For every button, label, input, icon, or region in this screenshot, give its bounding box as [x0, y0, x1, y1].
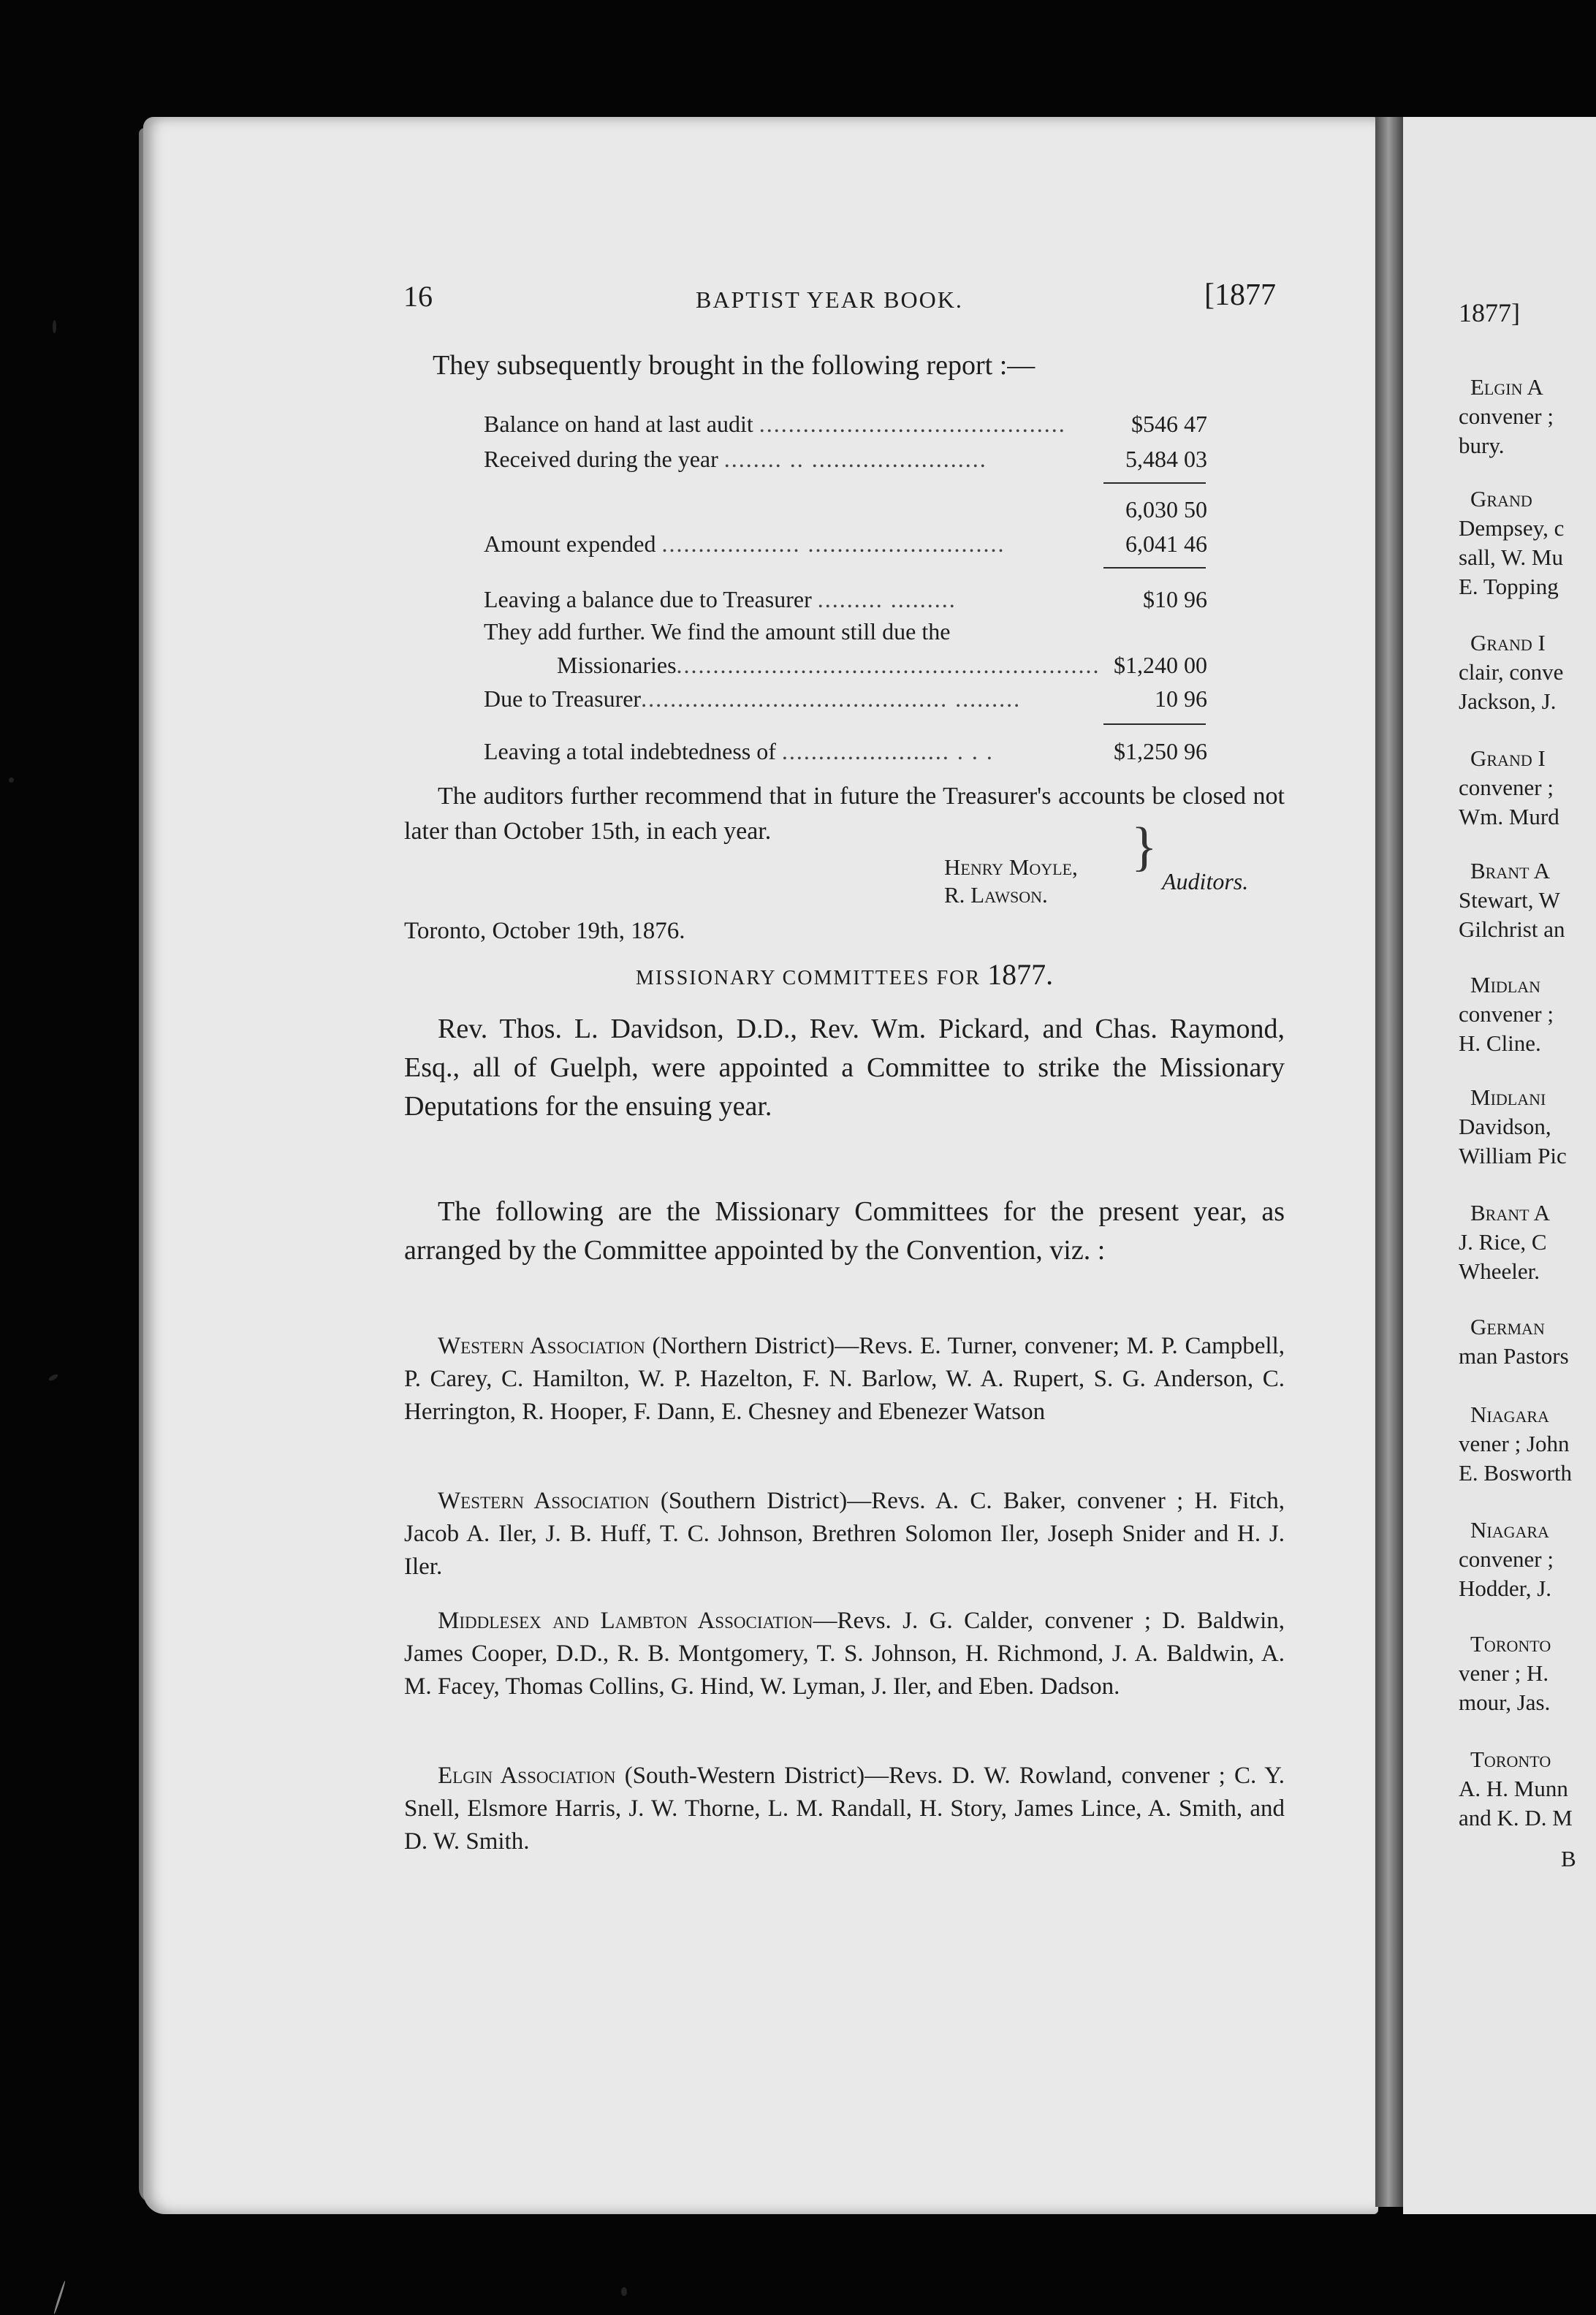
right-page-line: bury.: [1459, 433, 1505, 458]
right-page-line: Davidson,: [1459, 1114, 1551, 1139]
right-page-line: convener ;: [1459, 403, 1554, 429]
right-page-line: Hodder, J.: [1459, 1575, 1552, 1601]
sum-rule: [1103, 482, 1206, 484]
right-page-line: H. Cline.: [1459, 1030, 1541, 1056]
right-page-line: Wheeler.: [1459, 1258, 1540, 1284]
account-row: Leaving a balance due to Treasurer ......... ......... $10 96: [484, 583, 1207, 615]
right-page-line: Gilchrist an: [1459, 916, 1565, 942]
right-page-header: 1877]: [1459, 298, 1520, 327]
right-page-line: sall, W. Mu: [1459, 544, 1563, 570]
account-amount: $546 47: [1131, 411, 1207, 437]
right-page-line: convener ;: [1459, 1546, 1554, 1572]
committee-entry: Elgin Association (South-Western District)—Revs. D. W. Rowland, convener ; C. Y. Snell, Elsmore Harris, J. W. Thorne, L. M. Randall, H. Story, James Lince, A. Smith, and D. W. Smith.: [404, 1763, 1285, 1855]
right-page-line: Niagara: [1470, 1402, 1549, 1427]
scan-speck: [53, 320, 56, 333]
account-row: Received during the year ........ .. ........................ 5,484 03: [484, 443, 1207, 475]
account-label: Leaving a total indebtedness of: [484, 738, 776, 764]
account-amount: 10 96: [1155, 685, 1207, 712]
right-page-line: Elgin A: [1470, 374, 1543, 400]
right-page-line: mour, Jas.: [1459, 1689, 1551, 1715]
account-amount: $10 96: [1143, 586, 1207, 612]
report-intro: They subsequently brought in the following report :—: [433, 350, 1036, 381]
account-label: Missionaries: [557, 652, 677, 678]
appointment-paragraph: Rev. Thos. L. Davidson, D.D., Rev. Wm. Pickard, and Chas. Raymond, Esq., all of Guelph, were appointed a Committee to strike the Missionary Deputations for the ensuing year.: [404, 1014, 1285, 1122]
scan-speck: [621, 2287, 627, 2296]
auditors-brace: }: [1131, 817, 1158, 877]
account-row: Leaving a total indebtedness of ....................... . . . $1,250 96: [484, 735, 1207, 767]
scan-speck: [48, 1373, 58, 1382]
right-page-line: E. Topping: [1459, 574, 1559, 599]
auditors-role: Auditors.: [1162, 868, 1249, 894]
right-page-line: Toronto: [1470, 1746, 1551, 1772]
account-row: Amount expended ................... ........................... 6,041 46: [484, 528, 1207, 560]
account-label: Due to Treasurer: [484, 685, 642, 712]
section-heading: MISSIONARY COMMITTEES FOR 1877.: [635, 958, 1054, 991]
account-label: Balance on hand at last audit: [484, 411, 753, 437]
right-page-line: and K. D. M: [1459, 1805, 1573, 1831]
account-amount: $1,240 00: [1114, 652, 1207, 678]
committee-entry: Middlesex and Lambton Association—Revs. J. G. Calder, convener ; D. Baldwin, James Cooper, D.D., R. B. Montgomery, T. S. Johnson, H. Richmond, J. A. Baldwin, A. M. Facey, Thomas Collins, G. Hind, W. Lyman, J. Iler, and Eben. Dadson.: [404, 1608, 1285, 1700]
right-page-line: German: [1470, 1314, 1545, 1339]
right-page-line: Grand: [1470, 486, 1532, 512]
right-page-line: Stewart, W: [1459, 887, 1560, 913]
scan-speck: [9, 778, 14, 783]
account-amount: 6,030 50: [1125, 496, 1207, 522]
right-page-line: Midlan: [1470, 972, 1540, 997]
account-label: Amount expended: [484, 531, 656, 557]
right-page-line: Grand I: [1470, 745, 1546, 771]
right-page-line: Toronto: [1470, 1631, 1551, 1657]
auditor-name: Henry Moyle,: [944, 854, 1078, 880]
right-page-line: Niagara: [1470, 1517, 1549, 1543]
account-label: Received during the year: [484, 446, 718, 472]
right-page-line: Brant A: [1470, 1200, 1550, 1225]
right-page-line: E. Bosworth: [1459, 1460, 1572, 1486]
dateline: Toronto, October 19th, 1876.: [404, 918, 685, 944]
right-page-line: Brant A: [1470, 858, 1550, 883]
account-label: Leaving a balance due to Treasurer: [484, 586, 812, 612]
account-row: Missionaries.......................................................... $1,240 00: [557, 649, 1207, 681]
book-gutter: [1375, 117, 1405, 2207]
header-year: [1877: [1204, 278, 1276, 312]
sum-rule: [1103, 723, 1206, 725]
right-page-line: clair, conve: [1459, 659, 1564, 685]
sum-rule: [1103, 567, 1206, 569]
right-page-line: convener ;: [1459, 1001, 1554, 1027]
running-title: BAPTIST YEAR BOOK.: [696, 286, 963, 313]
right-page-line: vener ; John: [1459, 1431, 1570, 1456]
right-page-line: William Pic: [1459, 1143, 1567, 1168]
right-page-line: B: [1561, 1846, 1576, 1871]
right-page-line: man Pastors: [1459, 1343, 1569, 1369]
page-number: 16: [403, 280, 433, 313]
account-row: Due to Treasurer.......................................... ......... 10 96: [484, 683, 1207, 715]
right-page-line: vener ; H.: [1459, 1660, 1549, 1686]
right-page-line: Dempsey, c: [1459, 515, 1565, 541]
right-page-line: J. Rice, C: [1459, 1229, 1547, 1255]
right-page-line: Jackson, J.: [1459, 688, 1557, 714]
scan-speck: [53, 2281, 66, 2315]
account-row: Balance on hand at last audit .......................................... $546 47: [484, 408, 1207, 440]
account-amount: 5,484 03: [1125, 446, 1207, 472]
auditor-name: R. Lawson.: [944, 882, 1048, 908]
right-page-line: Midlani: [1470, 1084, 1546, 1110]
right-page-line: convener ;: [1459, 775, 1554, 800]
right-page-line: A. H. Munn: [1459, 1776, 1568, 1801]
auditors-note: The auditors further recommend that in future the Treasurer's accounts be closed not later than October 15th, in each year.: [404, 783, 1285, 845]
account-row: [484, 493, 1207, 525]
account-row: [484, 615, 1207, 647]
account-label: They add further. We find the amount still due the: [484, 618, 951, 645]
right-page: [1403, 117, 1596, 2214]
right-page-line: Grand I: [1470, 630, 1546, 655]
right-page-line: Wm. Murd: [1459, 804, 1559, 829]
account-amount: 6,041 46: [1125, 531, 1207, 557]
committee-entry: Western Association (Southern District)—Revs. A. C. Baker, convener ; H. Fitch, Jacob A. Iler, J. B. Huff, T. C. Johnson, Brethren Solomon Iler, Joseph Snider and H. J. Iler.: [404, 1488, 1285, 1580]
account-amount: $1,250 96: [1114, 738, 1207, 764]
committees-intro-paragraph: The following are the Missionary Committees for the present year, as arranged by the Committee appointed by the Convention, viz. :: [404, 1196, 1285, 1266]
committee-entry: Western Association (Northern District)—Revs. E. Turner, convener; M. P. Campbell, P. Carey, C. Hamilton, W. P. Hazelton, F. N. Barlow, W. A. Rupert, S. G. Anderson, C. Herrington, R. Hooper, F. Dann, E. Chesney and Ebenezer Watson: [404, 1333, 1285, 1425]
